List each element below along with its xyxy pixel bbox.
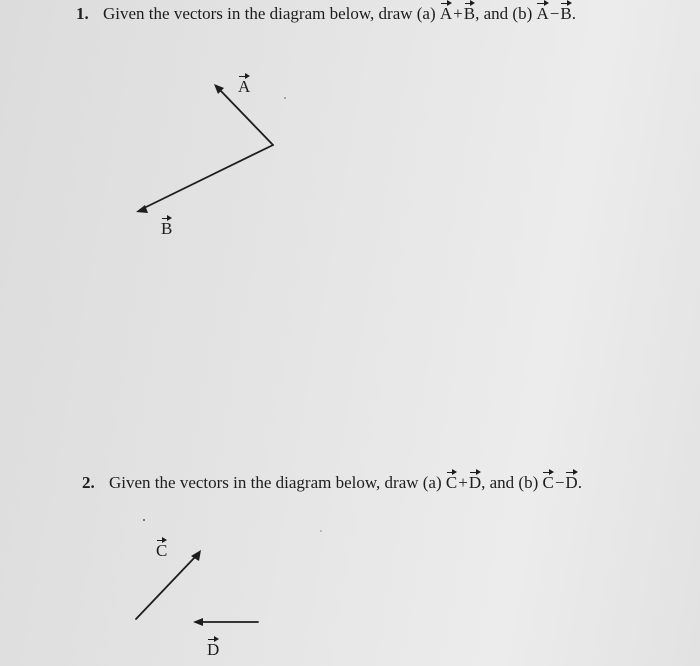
vector-b-label-text: B bbox=[161, 219, 173, 238]
vector-c-symbol: C bbox=[445, 473, 458, 492]
vector-a-label-text: A bbox=[238, 77, 251, 96]
problem-2-number: 2. bbox=[82, 473, 95, 492]
problem-2-end: . bbox=[577, 473, 582, 492]
vector-b-symbol: B bbox=[463, 4, 476, 23]
vector-c-symbol: C bbox=[542, 473, 554, 492]
vector-d-label-text: D bbox=[207, 640, 220, 659]
minus-operator: − bbox=[554, 473, 565, 492]
problem-1-text: Given the vectors in the diagram below, draw (a) bbox=[103, 4, 436, 23]
vector-c-label-text: C bbox=[156, 541, 168, 560]
vector-c-line bbox=[136, 556, 196, 619]
problem-2-statement bbox=[82, 474, 582, 491]
vector-d-arrowhead bbox=[193, 618, 203, 626]
problem-2-mid-text: , and (b) bbox=[481, 473, 539, 492]
vector-b-line bbox=[142, 145, 273, 209]
problem-1-mid-text: , and (b) bbox=[475, 4, 533, 23]
vector-d-symbol: D bbox=[468, 473, 482, 492]
plus-operator: + bbox=[458, 473, 468, 492]
problem-1-number: 1. bbox=[76, 4, 89, 23]
vector-a-symbol: A bbox=[439, 4, 453, 23]
stray-dot bbox=[284, 97, 286, 99]
minus-operator: − bbox=[549, 4, 560, 23]
plus-operator: + bbox=[453, 4, 463, 23]
vector-a-label bbox=[238, 78, 250, 95]
vector-b-label bbox=[161, 220, 172, 237]
problem-1-end: . bbox=[571, 4, 576, 23]
problem-2-text: Given the vectors in the diagram below, draw (a) bbox=[109, 473, 442, 492]
vector-d-label bbox=[207, 641, 219, 658]
vector-a-line bbox=[220, 90, 273, 145]
vector-d-symbol: D bbox=[565, 473, 578, 492]
vector-c-label bbox=[156, 542, 167, 559]
stray-dot bbox=[143, 519, 145, 521]
stray-dot bbox=[320, 530, 322, 532]
vector-b-symbol: B bbox=[560, 4, 572, 23]
vector-a-symbol: A bbox=[536, 4, 549, 23]
